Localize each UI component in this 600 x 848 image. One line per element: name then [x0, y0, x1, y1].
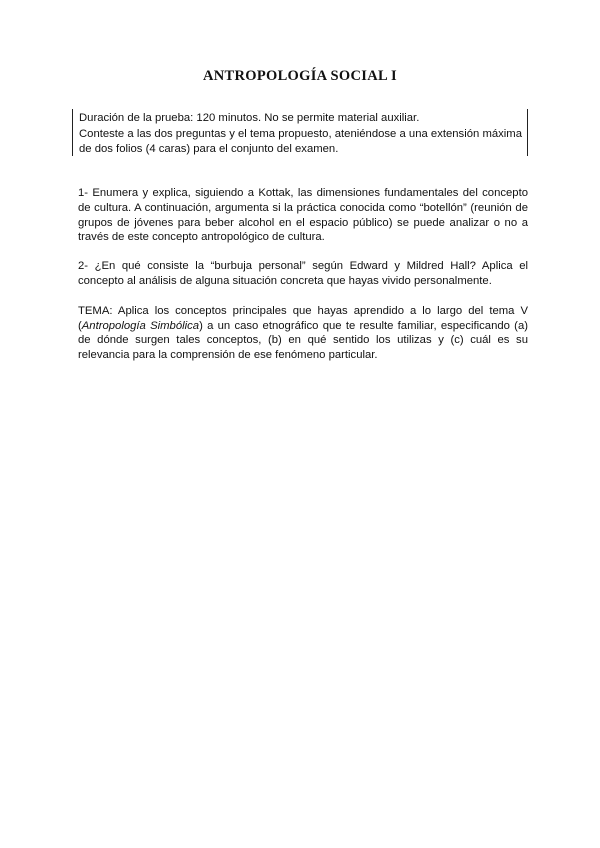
- tema-question: [78, 304, 528, 363]
- tema-italic-title: Antropología Simbólica: [81, 319, 200, 332]
- instructions-extension: Conteste a las dos preguntas y el tema propuesto, ateniéndose a una extensión máxima de dos folios (4 caras) para el conjunto del examen.: [79, 127, 522, 155]
- question-1: 1- Enumera y explica, siguiendo a Kottak, las dimensiones fundamentales del concepto de cultura. A continuación, argumenta si la práctica conocida como “botellón” (reunión de grupos de jóvenes para beber alcohol en el espacio público) se puede analizar o no a través de este concepto antropológico de cultura.: [78, 187, 528, 244]
- questions-section: [78, 186, 528, 378]
- tema-text-start: TEMA: Aplica los conceptos principales que hayas aprendido a lo largo del tema V (: [78, 304, 528, 332]
- page-title: ANTROPOLOGÍA SOCIAL I: [202, 68, 398, 84]
- instructions-duration: Duración de la prueba: 120 minutos. No se permite material auxiliar.: [79, 112, 420, 124]
- tema-text-end: ) a un caso etnográfico que te resulte familiar, especificando (a) de dónde surgen tales conceptos, (b) en qué sentido los utilizas y (c) cuál es su relevancia para la comprensión de ese fenómeno particular.: [78, 319, 528, 362]
- instructions-box: [72, 109, 528, 156]
- question-2: 2- ¿En qué consiste la “burbuja personal” según Edward y Mildred Hall? Aplica el concepto al análisis de alguna situación concreta que hayas vivido personalmente.: [78, 260, 528, 287]
